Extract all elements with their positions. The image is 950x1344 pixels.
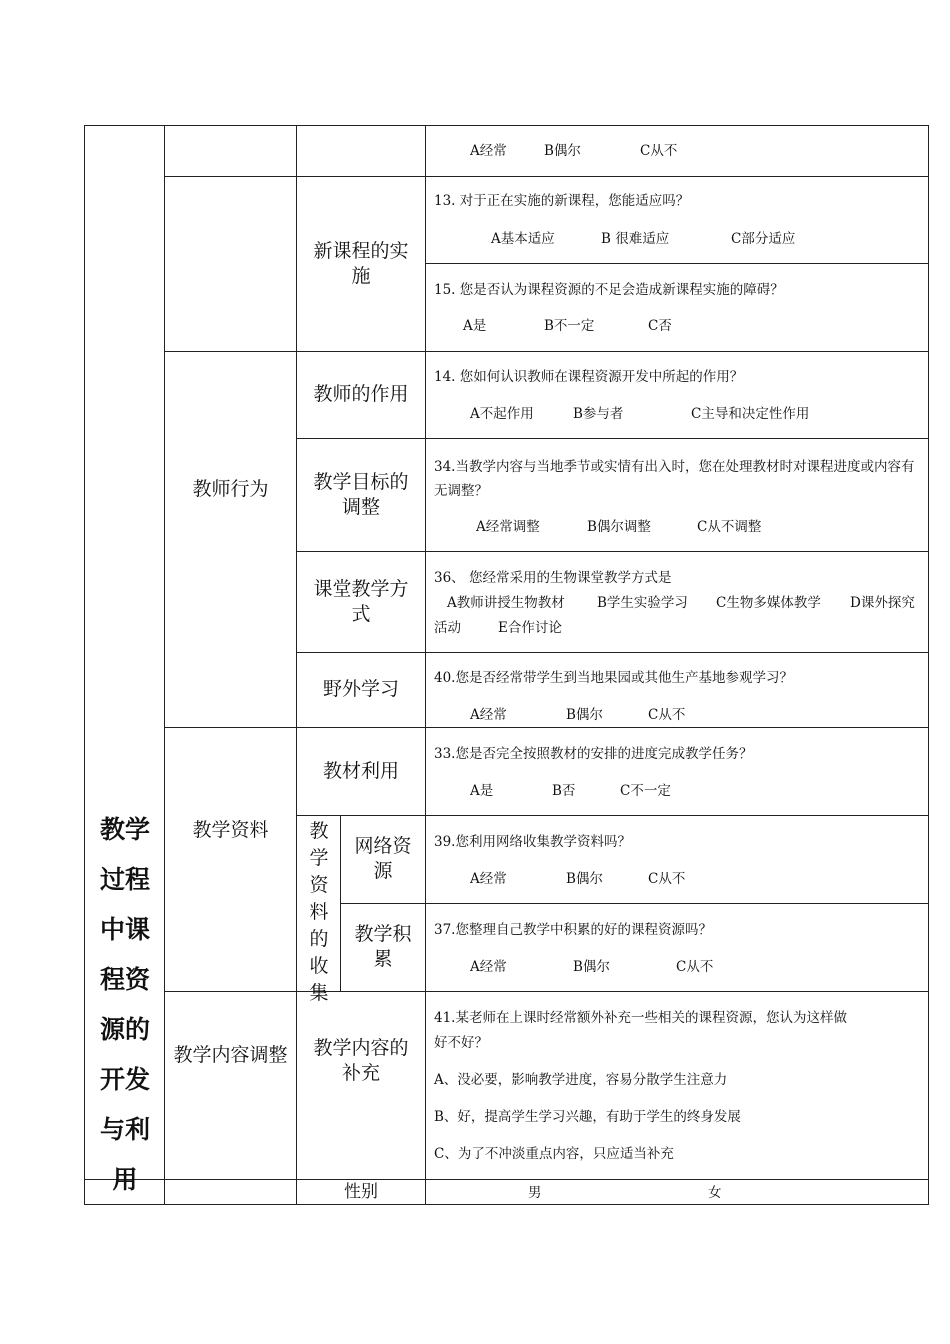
option: 活动 bbox=[434, 620, 461, 636]
question-13: 13. 对于正在实施的新课程，您能适应吗？ bbox=[434, 193, 690, 209]
option: A经常调整 bbox=[476, 519, 540, 535]
option: C生物多媒体教学 bbox=[716, 595, 821, 611]
teacher-behavior-label: 教师行为 bbox=[192, 477, 269, 500]
option: B偶尔调整 bbox=[587, 519, 651, 535]
option: A、没必要，影响教学进度，容易分散学生注意力 bbox=[434, 1072, 728, 1088]
section-title: 教学过程中课程资源的开发与利用 bbox=[99, 815, 150, 1194]
question-33: 33.您是否完全按照教材的安排的进度完成教学任务？ bbox=[434, 746, 753, 762]
option: B参与者 bbox=[573, 406, 624, 422]
option: B学生实验学习 bbox=[597, 595, 688, 611]
gender-label: 性别 bbox=[344, 1181, 378, 1202]
question-36: 36、 您经常采用的生物课堂教学方式是 bbox=[434, 570, 672, 586]
option: A经常 bbox=[470, 959, 507, 975]
teaching-material-label: 教学资料 bbox=[192, 818, 269, 841]
option: D课外探究 bbox=[850, 595, 915, 611]
option: C主导和决定性作用 bbox=[691, 406, 810, 422]
question-37: 37.您整理自己教学中积累的好的课程资源吗？ bbox=[434, 922, 712, 938]
content-adjust-label: 教学内容调整 bbox=[173, 1043, 288, 1066]
option: C从不 bbox=[648, 871, 686, 887]
option: C不一定 bbox=[620, 783, 671, 799]
question-15: 15. 您是否认为课程资源的不足会造成新课程实施的障碍？ bbox=[434, 282, 784, 298]
option: C从不 bbox=[676, 959, 714, 975]
question-39: 39.您利用网络收集教学资料吗？ bbox=[434, 834, 631, 850]
option: C从不 bbox=[648, 707, 686, 723]
option: A经常 bbox=[470, 143, 507, 159]
new-course-label: 新课程的实施 bbox=[313, 239, 409, 287]
option: B偶尔 bbox=[573, 959, 610, 975]
gender-female: 女 bbox=[708, 1185, 722, 1201]
option: B偶尔 bbox=[544, 143, 581, 159]
question-14: 14. 您如何认识教师在课程资源开发中所起的作用？ bbox=[434, 369, 744, 385]
option: A教师讲授生物教材 bbox=[447, 595, 565, 611]
option: B 很难适应 bbox=[601, 231, 670, 247]
material-collect-label: 教学资料的收集 bbox=[309, 820, 329, 1004]
option: A基本适应 bbox=[491, 231, 555, 247]
option: C否 bbox=[648, 318, 672, 334]
option: B否 bbox=[552, 783, 576, 799]
network-resource-label: 网络资源 bbox=[354, 835, 412, 882]
option: B偶尔 bbox=[566, 707, 603, 723]
accumulate-label: 教学积累 bbox=[354, 923, 412, 970]
goal-adjust-label: 教学目标的调整 bbox=[313, 470, 409, 518]
option: A经常 bbox=[470, 871, 507, 887]
option: C从不调整 bbox=[697, 519, 762, 535]
teacher-role-label: 教师的作用 bbox=[313, 383, 409, 405]
question-41-cont: 好不好？ bbox=[434, 1035, 488, 1051]
question-40: 40.您是否经常带学生到当地果园或其他生产基地参观学习？ bbox=[434, 670, 793, 686]
option: C部分适应 bbox=[731, 231, 796, 247]
option: E合作讨论 bbox=[498, 620, 562, 636]
option: A经常 bbox=[470, 707, 507, 723]
gender-male: 男 bbox=[528, 1185, 542, 1201]
question-41: 41.某老师在上课时经常额外补充一些相关的课程资源，您认为这样做 bbox=[434, 1010, 847, 1026]
option: B、好，提高学生学习兴趣，有助于学生的终身发展 bbox=[434, 1109, 741, 1125]
option: A不起作用 bbox=[470, 406, 534, 422]
question-34: 34.当教学内容与当地季节或实情有出入时，您在处理教材时对课程进度或内容有无调整？ bbox=[434, 459, 915, 499]
textbook-use-label: 教材利用 bbox=[322, 759, 399, 782]
option: C、为了不冲淡重点内容，只应适当补充 bbox=[434, 1146, 674, 1162]
class-method-label: 课堂教学方式 bbox=[313, 577, 409, 625]
field-study-label: 野外学习 bbox=[322, 678, 399, 700]
option: B偶尔 bbox=[566, 871, 603, 887]
option: C从不 bbox=[640, 143, 678, 159]
option: A是 bbox=[470, 783, 494, 799]
option: B不一定 bbox=[544, 318, 595, 334]
option: A是 bbox=[463, 318, 487, 334]
content-supplement-label: 教学内容的补充 bbox=[313, 1037, 409, 1084]
